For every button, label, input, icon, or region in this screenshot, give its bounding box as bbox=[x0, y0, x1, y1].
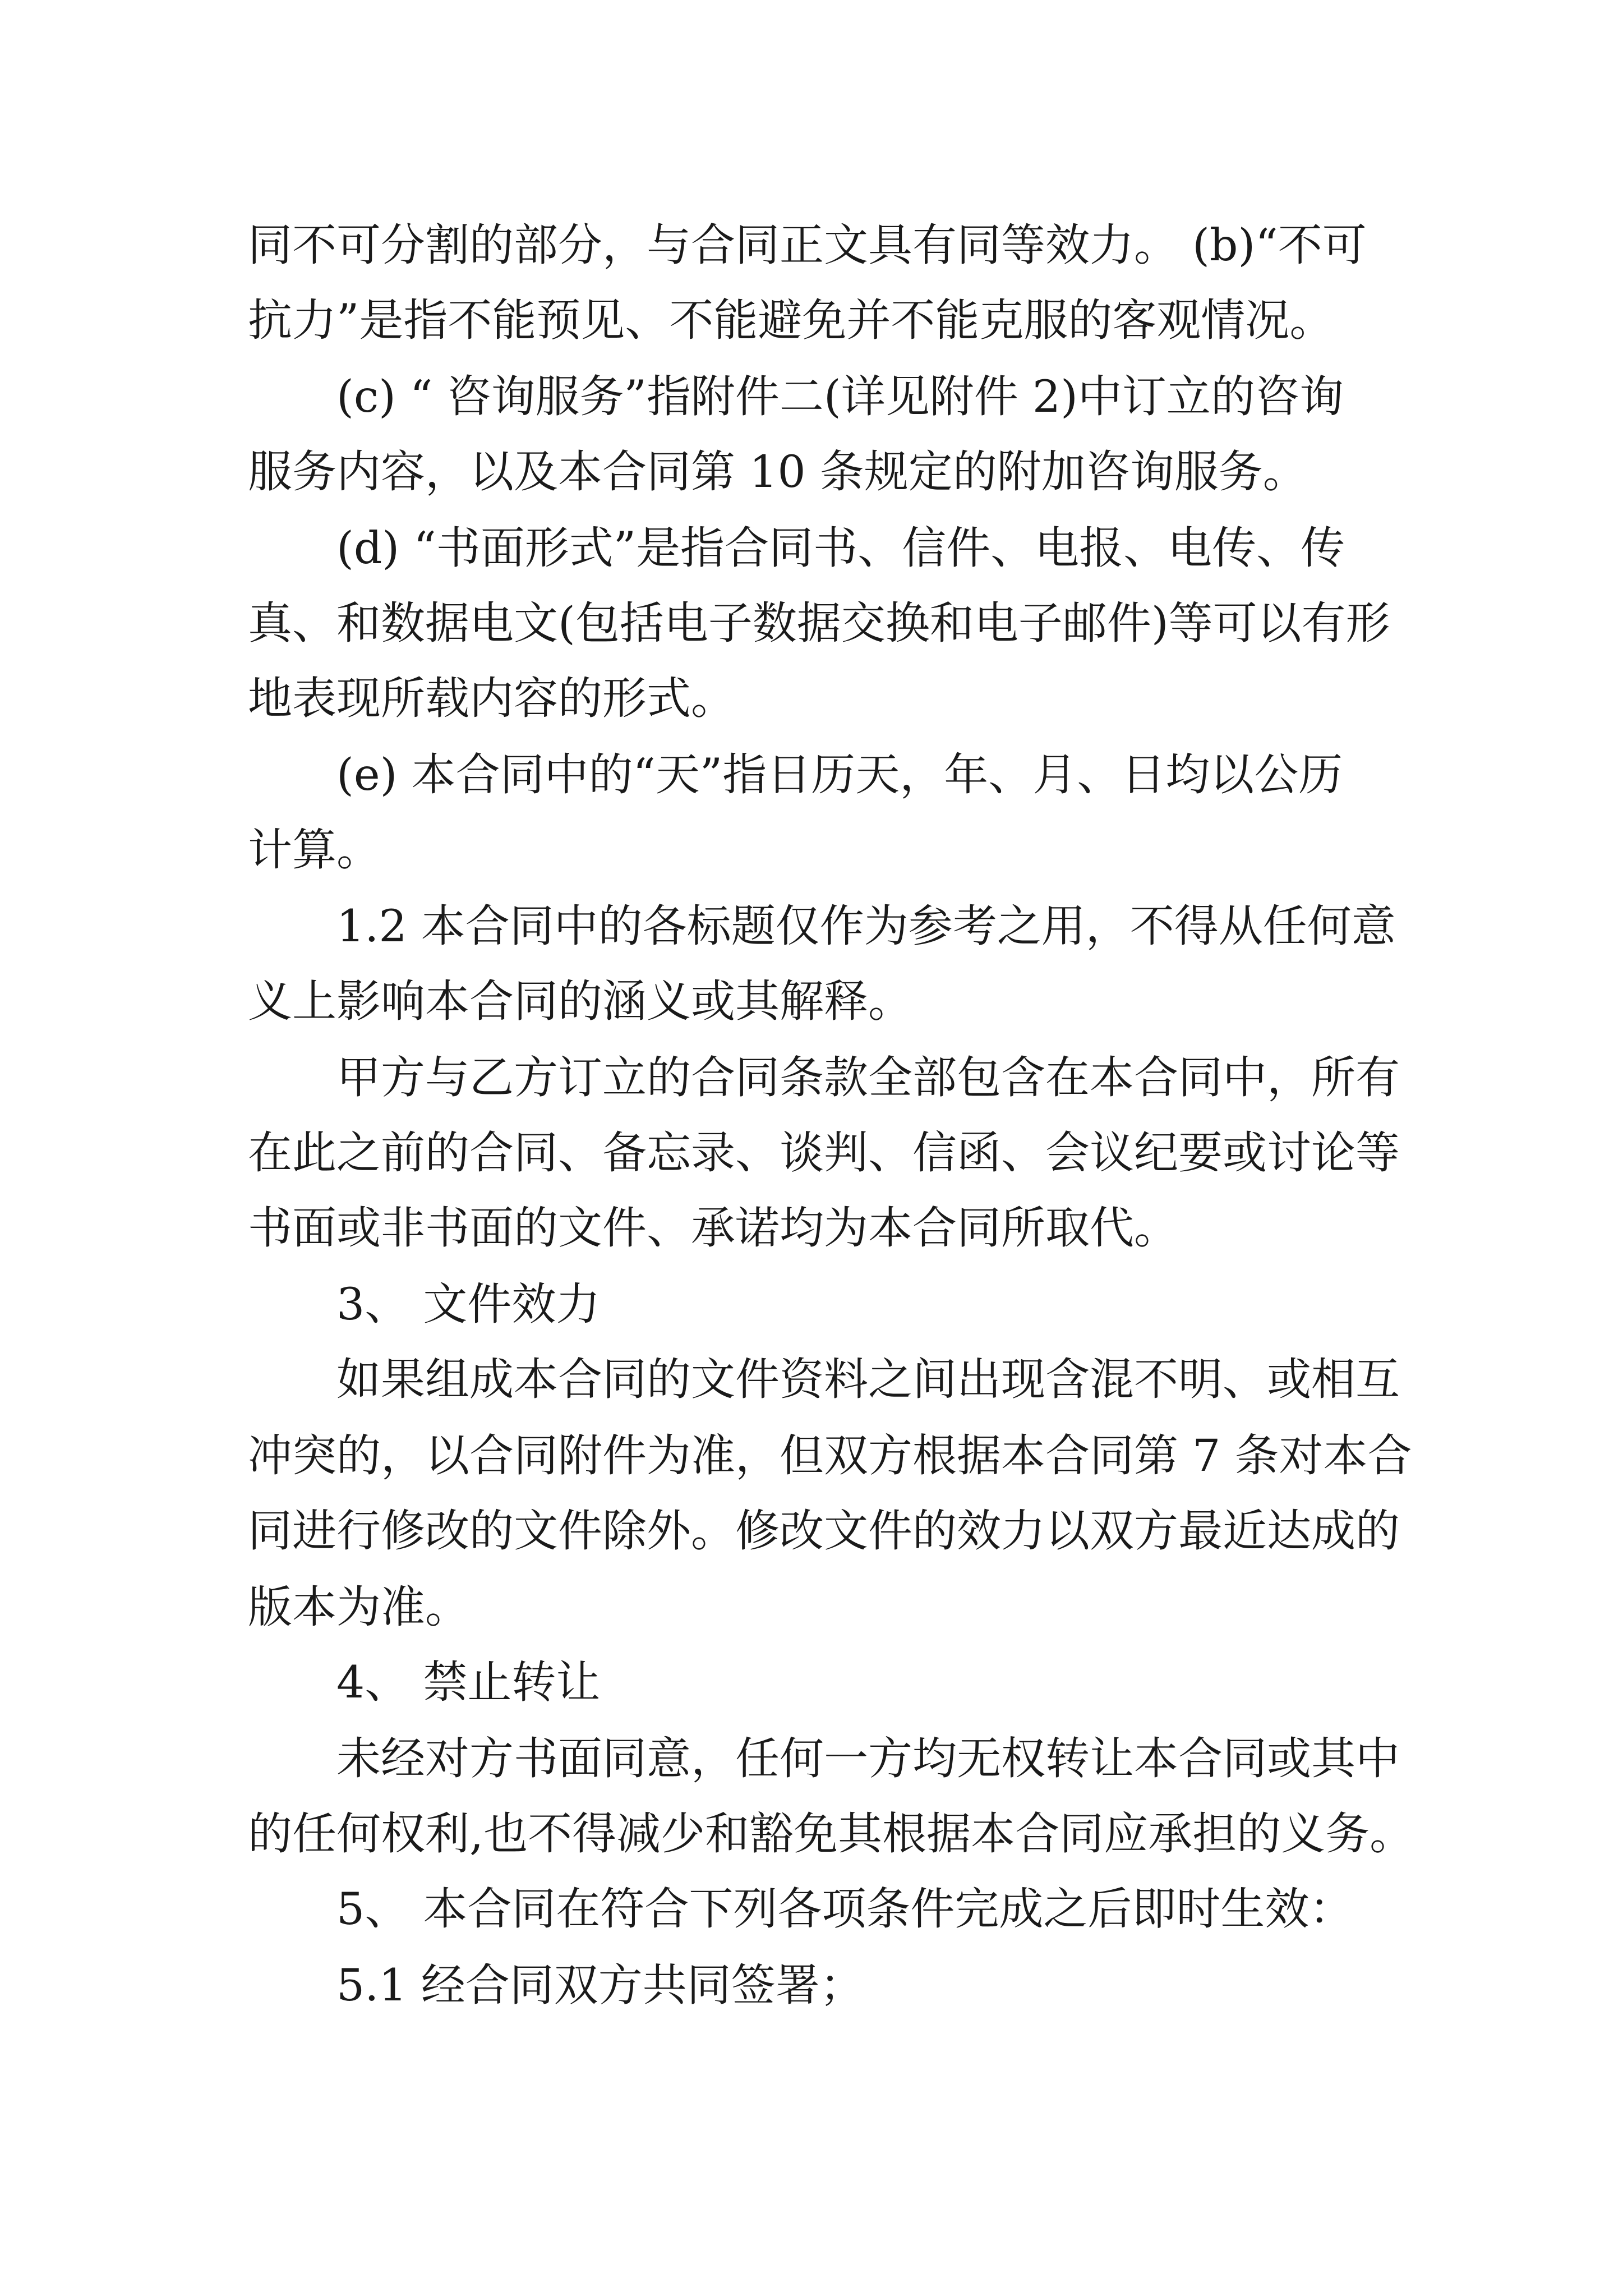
text-line: 1.2 本合同中的各标题仅作为参考之用，不得从任何意 bbox=[336, 900, 1396, 952]
text-line: 未经对方书面同意，任何一方均无权转让本合同或其中 bbox=[336, 1733, 1400, 1784]
section-heading: 3、 文件效力 bbox=[336, 1278, 601, 1330]
text-line: (e) 本合同中的“天”指日历天，年、月、日均以公历 bbox=[336, 749, 1343, 800]
text-line: 的任何权利,也不得减少和豁免其根据本合同应承担的义务。 bbox=[248, 1808, 1414, 1860]
text-line: (c) “ 咨询服务”指附件二(详见附件 2)中订立的咨询 bbox=[336, 371, 1344, 422]
text-line: 同不可分割的部分，与合同正文具有同等效力。 (b)“不可 bbox=[248, 219, 1367, 271]
text-line: 抗力”是指不能预见、不能避免并不能克服的客观情况。 bbox=[248, 295, 1334, 346]
text-line: 计算。 bbox=[248, 824, 381, 876]
text-line: 甲方与乙方订立的合同条款全部包含在本合同中，所有 bbox=[336, 1052, 1400, 1103]
text-line: 如果组成本合同的文件资料之间出现含混不明、或相互 bbox=[336, 1354, 1400, 1405]
text-line: 书面或非书面的文件、承诺均为本合同所取代。 bbox=[248, 1202, 1178, 1254]
text-line: 真、和数据电文(包括电子数据交换和电子邮件)等可以有形 bbox=[248, 597, 1390, 649]
text-line: 同进行修改的文件除外。修改文件的效力以双方最近达成的 bbox=[248, 1505, 1400, 1557]
text-line: 在此之前的合同、备忘录、谈判、信函、会议纪要或讨论等 bbox=[248, 1127, 1400, 1179]
text-line: 服务内容，以及本合同第 10 条规定的附加咨询服务。 bbox=[248, 446, 1307, 498]
text-line: 5.1 经合同双方共同签署； bbox=[336, 1959, 864, 2011]
text-line: 义上影响本合同的涵义或其解释。 bbox=[248, 976, 912, 1027]
text-line: 冲突的，以合同附件为准，但双方根据本合同第 7 条对本合 bbox=[248, 1430, 1412, 1481]
text-line: 地表现所载内容的形式。 bbox=[248, 673, 735, 724]
section-heading: 4、 禁止转让 bbox=[336, 1657, 601, 1708]
text-line: (d) “书面形式”是指合同书、信件、电报、电传、传 bbox=[336, 522, 1345, 574]
text-line: 5、 本合同在符合下列各项条件完成之后即时生效： bbox=[336, 1883, 1354, 1935]
text-line: 版本为准。 bbox=[248, 1581, 469, 1633]
